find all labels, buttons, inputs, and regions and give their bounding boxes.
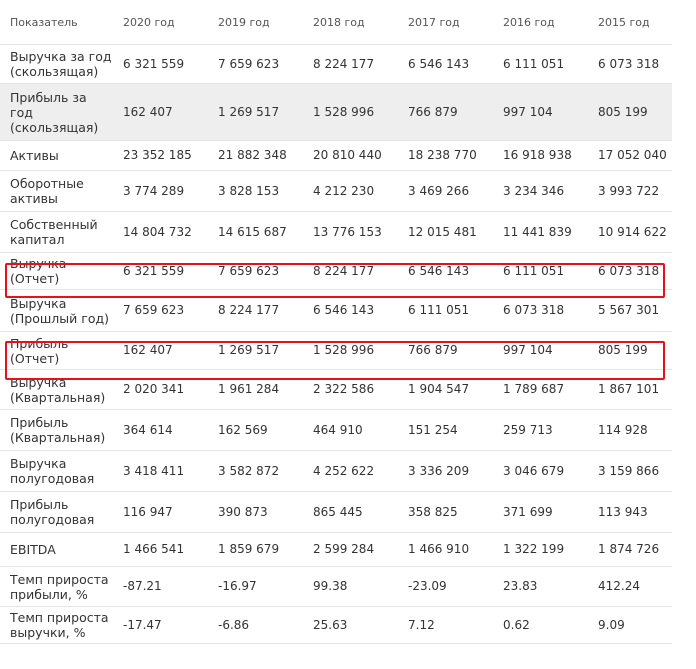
value-cell: 14 615 687 xyxy=(208,212,303,253)
table-row xyxy=(0,492,672,533)
row-label-line: (скользящая) xyxy=(10,119,99,135)
value-cell: 21 882 348 xyxy=(208,141,303,171)
value-cell: 3 418 411 xyxy=(113,451,208,492)
row-label-line: Прибыль за xyxy=(10,89,87,105)
value-cell: 10 914 622 xyxy=(588,212,672,253)
value-cell: 6 111 051 xyxy=(398,290,493,332)
row-label-line: год xyxy=(10,104,33,120)
value-cell: 8 224 177 xyxy=(208,290,303,332)
value-cell: 1 874 726 xyxy=(588,533,672,567)
value-cell: 1 322 199 xyxy=(493,533,588,567)
header-year: 2015 год xyxy=(588,0,672,45)
table-row xyxy=(0,451,672,492)
value-cell: 364 614 xyxy=(113,410,208,451)
value-cell: 865 445 xyxy=(303,492,398,533)
row-label-line: полугодовая xyxy=(10,512,95,527)
table-row xyxy=(0,607,672,644)
table-row xyxy=(0,84,672,141)
row-label xyxy=(0,84,113,141)
value-cell: 9.09 xyxy=(588,607,672,644)
value-cell: 3 469 266 xyxy=(398,171,493,212)
value-cell: 114 928 xyxy=(588,410,672,451)
value-cell: 7 659 623 xyxy=(208,253,303,290)
value-cell: 162 569 xyxy=(208,410,303,451)
value-cell: 6 111 051 xyxy=(493,253,588,290)
value-cell: 113 943 xyxy=(588,492,672,533)
row-label-line: Выручка xyxy=(10,295,67,311)
row-label xyxy=(0,253,113,290)
value-cell: 997 104 xyxy=(493,84,588,141)
row-label-line: (Квартальная) xyxy=(10,430,106,445)
table-row xyxy=(0,141,672,171)
table-row xyxy=(0,567,672,607)
value-cell: 1 528 996 xyxy=(303,84,398,141)
value-cell: 1 269 517 xyxy=(208,332,303,370)
value-cell: 16 918 938 xyxy=(493,141,588,171)
value-cell: 1 269 517 xyxy=(208,84,303,141)
row-label xyxy=(0,45,113,84)
value-cell: 3 828 153 xyxy=(208,171,303,212)
row-label xyxy=(0,533,113,567)
row-label-line: Темп прироста xyxy=(10,610,109,625)
value-cell: 5 567 301 xyxy=(588,290,672,332)
row-label-line: Оборотные xyxy=(10,176,84,191)
value-cell: 8 224 177 xyxy=(303,45,398,84)
table-row xyxy=(0,212,672,253)
value-cell: 1 859 679 xyxy=(208,533,303,567)
row-label-line: EBITDA xyxy=(10,542,56,557)
table-row xyxy=(0,533,672,567)
table-row xyxy=(0,290,672,332)
value-cell: 18 238 770 xyxy=(398,141,493,171)
value-cell: 6 073 318 xyxy=(588,45,672,84)
value-cell: -16.97 xyxy=(208,567,303,607)
value-cell: 1 867 101 xyxy=(588,370,672,410)
value-cell: 116 947 xyxy=(113,492,208,533)
value-cell: 1 528 996 xyxy=(303,332,398,370)
value-cell: -17.47 xyxy=(113,607,208,644)
value-cell: 805 199 xyxy=(588,332,672,370)
value-cell: 6 546 143 xyxy=(398,45,493,84)
row-label-line: (скользящая) xyxy=(10,64,99,79)
value-cell: 7 659 623 xyxy=(113,290,208,332)
value-cell: 99.38 xyxy=(303,567,398,607)
value-cell: 997 104 xyxy=(493,332,588,370)
table-row xyxy=(0,253,672,290)
value-cell: 17 052 040 xyxy=(588,141,672,171)
value-cell: 6 546 143 xyxy=(398,253,493,290)
row-label xyxy=(0,332,113,370)
header-year: 2018 год xyxy=(303,0,398,45)
row-label-line: активы xyxy=(10,191,58,206)
value-cell: 7 659 623 xyxy=(208,45,303,84)
value-cell: 3 993 722 xyxy=(588,171,672,212)
value-cell: 4 212 230 xyxy=(303,171,398,212)
value-cell: 2 322 586 xyxy=(303,370,398,410)
value-cell: 13 776 153 xyxy=(303,212,398,253)
row-label-line: (Прошлый год) xyxy=(10,310,109,326)
table-row xyxy=(0,410,672,451)
table-row xyxy=(0,370,672,410)
row-label-line: Собственный xyxy=(10,217,98,232)
value-cell: 1 789 687 xyxy=(493,370,588,410)
row-label-line: выручки, % xyxy=(10,625,86,640)
row-label-line: (Отчет) xyxy=(10,271,60,286)
row-label-line: Прибыль xyxy=(10,497,69,512)
row-label xyxy=(0,370,113,410)
value-cell: 3 234 346 xyxy=(493,171,588,212)
value-cell: 766 879 xyxy=(398,332,493,370)
header-year: 2019 год xyxy=(208,0,303,45)
value-cell: 1 904 547 xyxy=(398,370,493,410)
row-label xyxy=(0,451,113,492)
value-cell: 390 873 xyxy=(208,492,303,533)
row-label-line: Темп прироста xyxy=(10,571,109,587)
value-cell: 20 810 440 xyxy=(303,141,398,171)
value-cell: 6 546 143 xyxy=(303,290,398,332)
row-label-line: (Отчет) xyxy=(10,350,60,366)
table-row xyxy=(0,332,672,370)
value-cell: 12 015 481 xyxy=(398,212,493,253)
row-label-line: Выручка xyxy=(10,256,67,271)
row-label xyxy=(0,492,113,533)
value-cell: 464 910 xyxy=(303,410,398,451)
row-label xyxy=(0,171,113,212)
value-cell: 358 825 xyxy=(398,492,493,533)
row-label-line: Прибыль xyxy=(10,415,69,430)
table-row xyxy=(0,171,672,212)
row-label xyxy=(0,212,113,253)
value-cell: 1 466 541 xyxy=(113,533,208,567)
row-label-line: Прибыль xyxy=(10,335,69,351)
value-cell: 0.62 xyxy=(493,607,588,644)
value-cell: 412.24 xyxy=(588,567,672,607)
value-cell: 2 599 284 xyxy=(303,533,398,567)
value-cell: 3 582 872 xyxy=(208,451,303,492)
row-label-line: Выручка xyxy=(10,374,67,390)
value-cell: 6 073 318 xyxy=(493,290,588,332)
value-cell: 371 699 xyxy=(493,492,588,533)
table-row xyxy=(0,45,672,84)
value-cell: 3 336 209 xyxy=(398,451,493,492)
value-cell: 4 252 622 xyxy=(303,451,398,492)
value-cell: 7.12 xyxy=(398,607,493,644)
value-cell: -6.86 xyxy=(208,607,303,644)
row-label xyxy=(0,290,113,332)
value-cell: 8 224 177 xyxy=(303,253,398,290)
value-cell: 2 020 341 xyxy=(113,370,208,410)
header-year: 2017 год xyxy=(398,0,493,45)
value-cell: 805 199 xyxy=(588,84,672,141)
value-cell: 6 073 318 xyxy=(588,253,672,290)
value-cell: 162 407 xyxy=(113,84,208,141)
value-cell: 6 321 559 xyxy=(113,253,208,290)
row-label-line: полугодовая xyxy=(10,471,95,486)
value-cell: 259 713 xyxy=(493,410,588,451)
value-cell: 1 961 284 xyxy=(208,370,303,410)
row-label-line: (Квартальная) xyxy=(10,389,106,405)
row-label xyxy=(0,607,113,644)
value-cell: 151 254 xyxy=(398,410,493,451)
row-label-line: Выручка за год xyxy=(10,49,112,64)
value-cell: 11 441 839 xyxy=(493,212,588,253)
row-label xyxy=(0,141,113,171)
value-cell: 23.83 xyxy=(493,567,588,607)
header-year: 2016 год xyxy=(493,0,588,45)
value-cell: 3 046 679 xyxy=(493,451,588,492)
row-label-line: капитал xyxy=(10,232,65,247)
value-cell: 766 879 xyxy=(398,84,493,141)
header-indicator: Показатель xyxy=(0,0,113,45)
value-cell: 162 407 xyxy=(113,332,208,370)
row-label-line: Выручка xyxy=(10,456,67,471)
value-cell: 3 774 289 xyxy=(113,171,208,212)
value-cell: 3 159 866 xyxy=(588,451,672,492)
value-cell: 23 352 185 xyxy=(113,141,208,171)
row-label-line: прибыли, % xyxy=(10,586,88,602)
value-cell: -23.09 xyxy=(398,567,493,607)
row-label xyxy=(0,410,113,451)
value-cell: 25.63 xyxy=(303,607,398,644)
row-label-line: Активы xyxy=(10,148,59,163)
value-cell: -87.21 xyxy=(113,567,208,607)
row-label xyxy=(0,567,113,607)
header-row xyxy=(0,0,672,45)
value-cell: 6 321 559 xyxy=(113,45,208,84)
value-cell: 1 466 910 xyxy=(398,533,493,567)
value-cell: 6 111 051 xyxy=(493,45,588,84)
header-year: 2020 год xyxy=(113,0,208,45)
value-cell: 14 804 732 xyxy=(113,212,208,253)
